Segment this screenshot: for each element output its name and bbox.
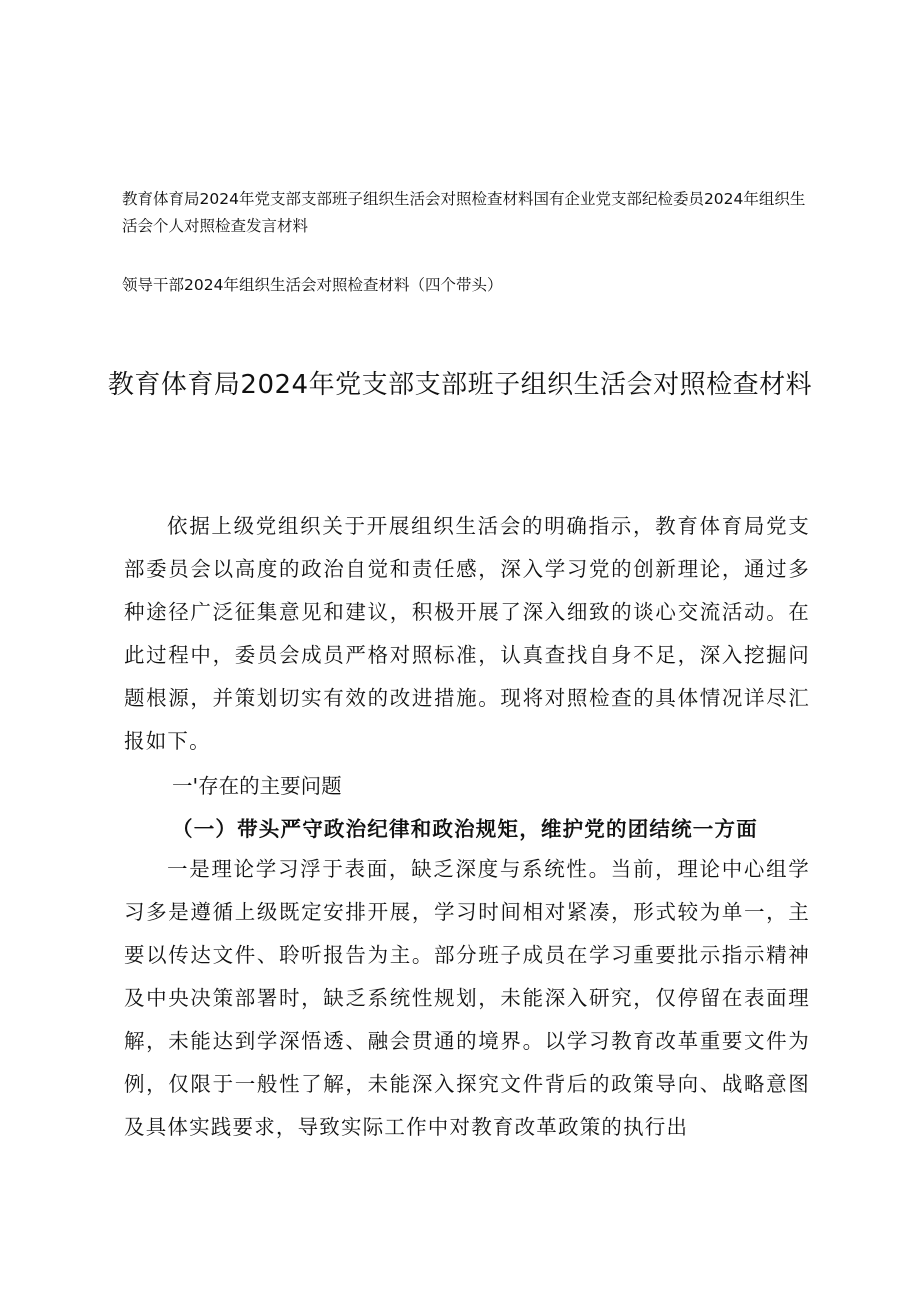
section-heading: 一'存在的主要问题: [172, 774, 342, 798]
subsection-heading: （一）带头严守政治纪律和政治规矩，维护党的团结统一方面: [172, 817, 758, 841]
subsection-paragraph: 一是理论学习浮于表面，缺乏深度与系统性。当前，理论中心组学习多是遵循上级既定安排开展，学习时间相对紧凑，形式较为单一，主要以传达文件、聆听报告为主。部分班子成员在学习重要批示指示精神及中央决策部署时，缺乏系统性规划，未能深入研究，仅停留在表面理解，未能达到学深悟透、融会贯通的境界。以学习教育改革重要文件为例，仅限于一般性了解，未能深入探究文件背后的政策导向、战略意图及具体实践要求，导致实际工作中对教育改革政策的执行出: [124, 857, 810, 1139]
intro-paragraph: 依据上级党组织关于开展组织生活会的明确指示，教育体育局党支部委员会以高度的政治自觉和责任感，深入学习党的创新理论，通过多种途径广泛征集意见和建议，积极开展了深入细致的谈心交流活动。在此过程中，委员会成员严格对照标准，认真查找自身不足，深入挖掘问题根源，并策划切实有效的改进措施。现将对照检查的具体情况详尽汇报如下。: [124, 514, 810, 753]
toc-entry-2: 领导干部2024年组织生活会对照检查材料（四个带头）: [122, 276, 503, 294]
toc-entry-1: 教育体育局2024年党支部支部班子组织生活会对照检查材料国有企业党支部纪检委员2024年组织生活会个人对照检查发言材料: [122, 190, 806, 235]
document-title: 教育体育局2024年党支部支部班子组织生活会对照检查材料: [107, 370, 813, 400]
